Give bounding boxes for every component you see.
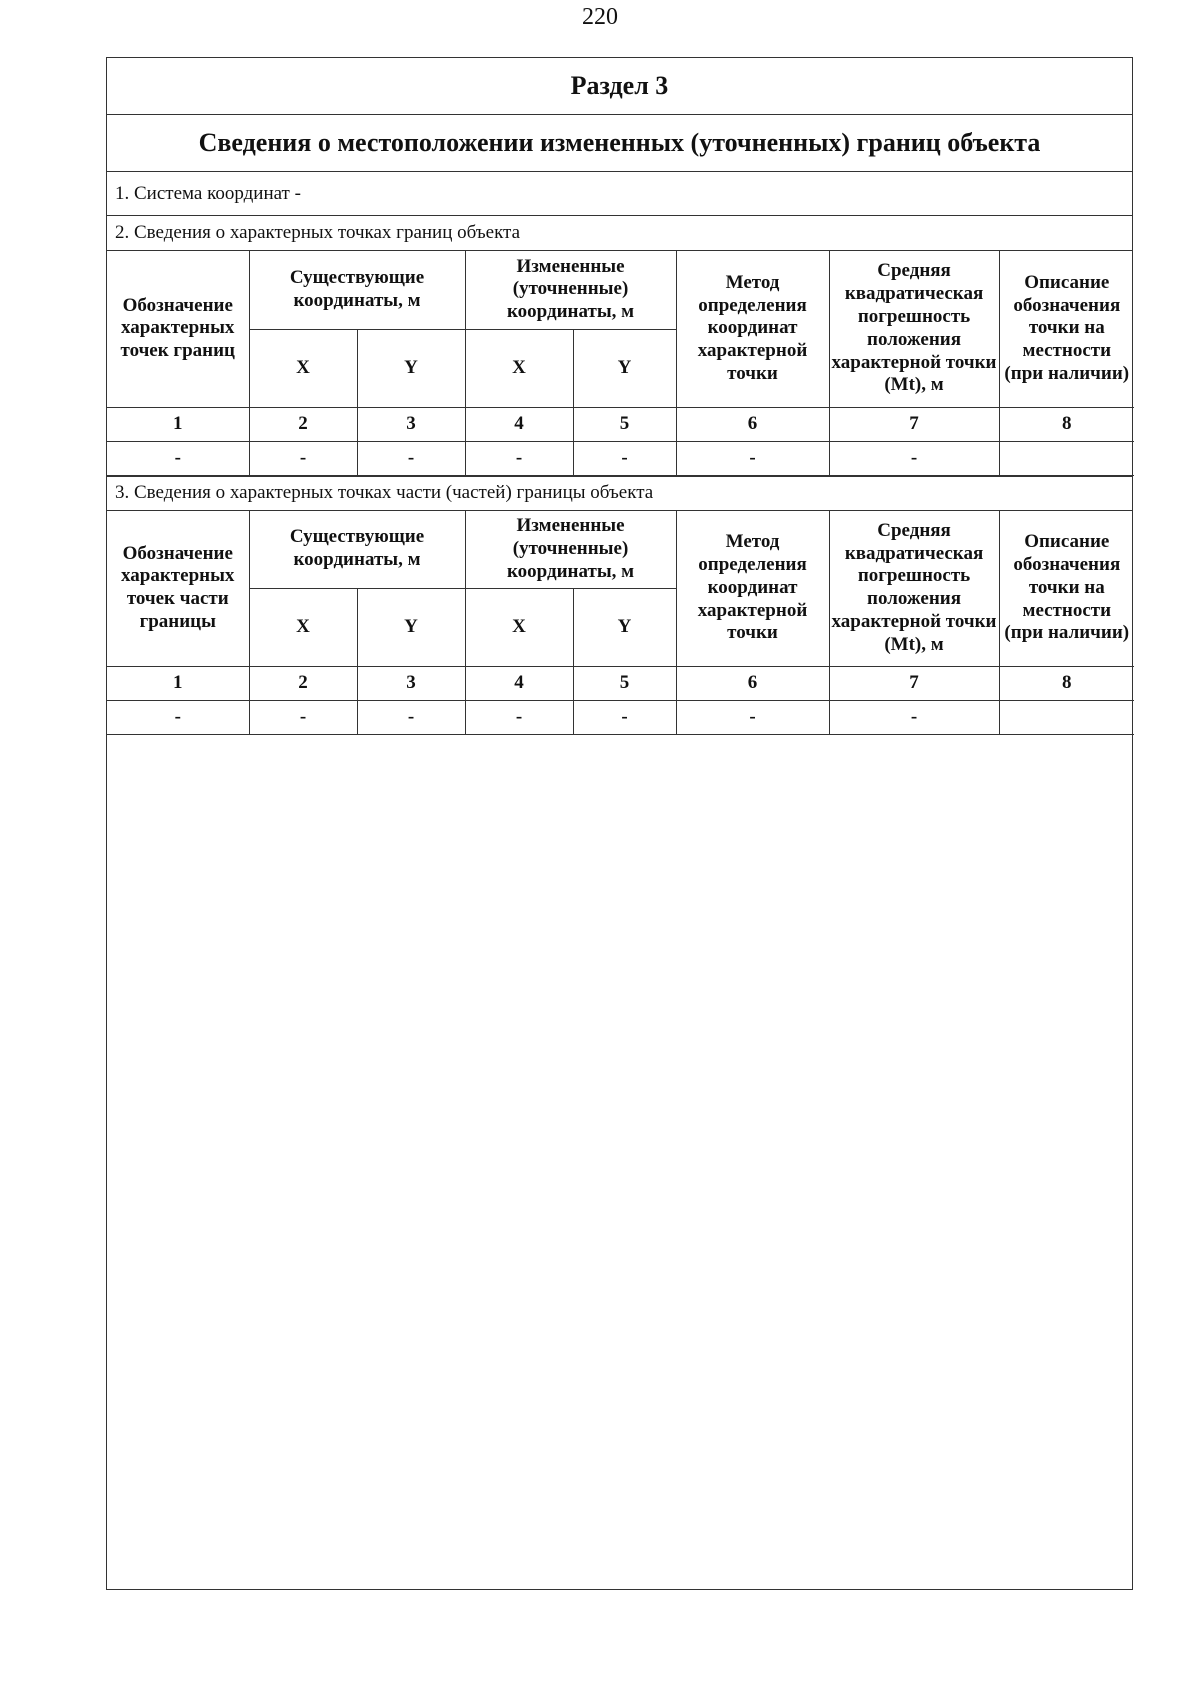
column-numbers-row <box>107 667 1134 701</box>
column-number: 4 <box>465 667 573 701</box>
part-points-heading: 3. Сведения о характерных точках части (частей) границы объекта <box>107 476 1132 511</box>
column-number: 2 <box>249 667 357 701</box>
table-row <box>107 441 1134 475</box>
table-row <box>107 701 1134 735</box>
section-subtitle: Сведения о местоположении измененных (уточненных) границ объекта <box>107 115 1132 172</box>
table-cell: - <box>465 701 573 735</box>
col-description: Описание обозначения точки на местности (при наличии) <box>999 251 1134 407</box>
column-number: 1 <box>107 667 249 701</box>
page-number: 220 <box>582 4 618 30</box>
col-x: X <box>249 329 357 407</box>
col-y: Y <box>357 329 465 407</box>
column-number: 7 <box>829 407 999 441</box>
col-existing-coords: Существующие координаты, м <box>249 251 465 329</box>
coordinate-system-line: 1. Система координат - <box>107 172 1132 216</box>
column-number: 6 <box>676 667 829 701</box>
column-number: 1 <box>107 407 249 441</box>
table-cell: - <box>676 701 829 735</box>
column-number: 8 <box>999 667 1134 701</box>
col-error: Средняя квадратическая погрешность положения характерной точки (Mt), м <box>829 251 999 407</box>
col-method: Метод определения координат характерной точки <box>676 511 829 667</box>
col-existing-coords: Существующие координаты, м <box>249 511 465 589</box>
column-number: 5 <box>573 667 676 701</box>
table-cell: - <box>357 441 465 475</box>
section-title: Раздел 3 <box>107 58 1132 115</box>
col-y: Y <box>357 589 465 667</box>
table-cell: - <box>676 441 829 475</box>
col-x: X <box>465 329 573 407</box>
column-number: 3 <box>357 407 465 441</box>
column-numbers-row <box>107 407 1134 441</box>
column-number: 3 <box>357 667 465 701</box>
col-designation: Обозначение характерных точек части границы <box>107 511 249 667</box>
part-points-table <box>107 511 1134 736</box>
table-cell: - <box>249 701 357 735</box>
col-changed-coords: Измененные (уточненные) координаты, м <box>465 511 676 589</box>
column-number: 2 <box>249 407 357 441</box>
table-cell: - <box>107 441 249 475</box>
col-y: Y <box>573 589 676 667</box>
table-cell: - <box>573 441 676 475</box>
column-number: 5 <box>573 407 676 441</box>
col-description: Описание обозначения точки на местности (при наличии) <box>999 511 1134 667</box>
col-y: Y <box>573 329 676 407</box>
table-cell: - <box>829 701 999 735</box>
boundary-points-heading: 2. Сведения о характерных точках границ объекта <box>107 216 1132 251</box>
table-cell: - <box>357 701 465 735</box>
table-cell: - <box>249 441 357 475</box>
boundary-points-table <box>107 251 1134 476</box>
column-number: 7 <box>829 667 999 701</box>
col-designation: Обозначение характерных точек границ <box>107 251 249 407</box>
col-error: Средняя квадратическая погрешность положения характерной точки (Mt), м <box>829 511 999 667</box>
column-number: 8 <box>999 407 1134 441</box>
table-cell: - <box>107 701 249 735</box>
col-method: Метод определения координат характерной точки <box>676 251 829 407</box>
section-frame <box>106 57 1133 1590</box>
table-cell: - <box>829 441 999 475</box>
table-cell: - <box>573 701 676 735</box>
table-cell <box>999 441 1134 475</box>
col-x: X <box>465 589 573 667</box>
table-cell: - <box>465 441 573 475</box>
column-number: 6 <box>676 407 829 441</box>
column-number: 4 <box>465 407 573 441</box>
table-cell <box>999 701 1134 735</box>
col-changed-coords: Измененные (уточненные) координаты, м <box>465 251 676 329</box>
col-x: X <box>249 589 357 667</box>
